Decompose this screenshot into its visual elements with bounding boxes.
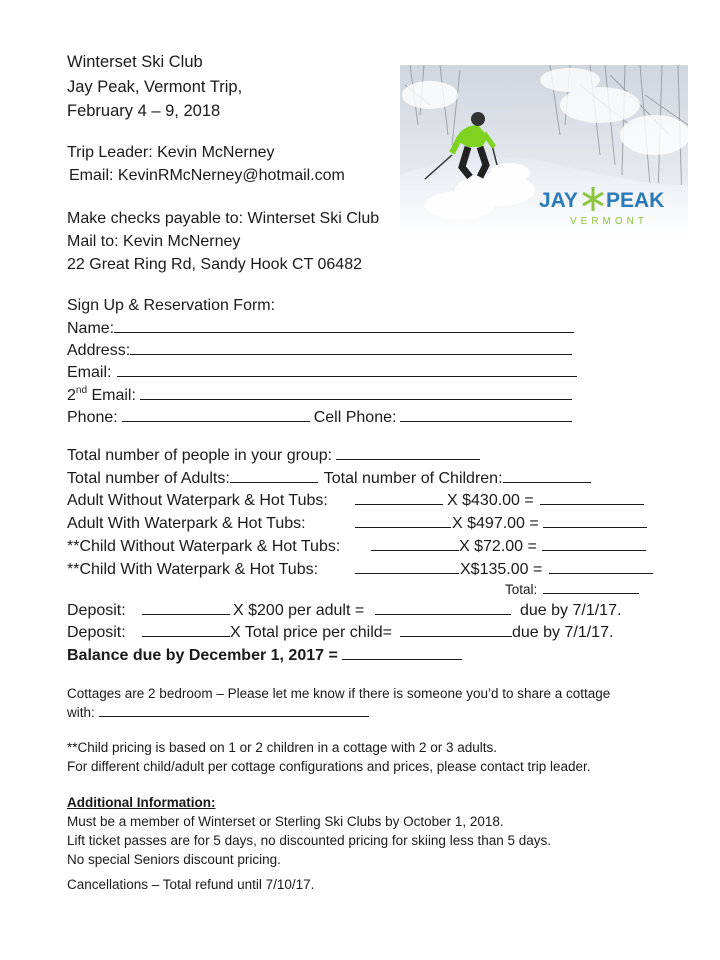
total-adults-field[interactable] (230, 469, 318, 483)
deposit-child-rate: X Total price per child= (230, 624, 393, 641)
deposit-adult-row (67, 601, 687, 621)
amount-field-4[interactable] (549, 560, 653, 574)
leader-email: Email: KevinRMcNerney@hotmail.com (69, 167, 345, 184)
jay-peak-photo (400, 65, 688, 237)
price-4: X$135.00 = (460, 561, 543, 578)
phone-label: Phone: (67, 409, 118, 426)
total-children-label: Total number of Children: (323, 470, 503, 487)
phone-field[interactable] (122, 408, 310, 422)
address-field[interactable] (130, 341, 572, 355)
email2-label: 2nd Email: (67, 384, 136, 404)
deposit-adult-amount[interactable] (375, 601, 511, 615)
total-row (505, 580, 639, 599)
trip-leader: Trip Leader: Kevin McNerney (67, 144, 275, 161)
total-people-label: Total number of people in your group: (67, 447, 333, 464)
price-label-4: **Child With Waterpark & Hot Tubs: (67, 561, 319, 578)
config-note: For different child/adult per cottage configurations and prices, please contact trip leader. (67, 759, 591, 774)
total-people-row (67, 446, 480, 466)
price-1: X $430.00 = (447, 492, 534, 509)
trip-dates: February 4 – 9, 2018 (67, 102, 221, 120)
cottage-with-label: with: (67, 705, 95, 720)
name-label: Name: (67, 320, 115, 337)
price-2: X $497.00 = (452, 515, 539, 532)
deposit-child-amount[interactable] (400, 623, 512, 637)
amount-field-3[interactable] (542, 537, 646, 551)
deposit-child-qty[interactable] (142, 623, 230, 637)
email2-field[interactable] (140, 386, 572, 400)
qty-field-2[interactable] (355, 514, 451, 528)
child-pricing-note: **Child pricing is based on 1 or 2 children in a cottage with 2 or 3 adults. (67, 740, 497, 755)
total-field[interactable] (543, 580, 639, 594)
address-label: Address: (67, 342, 131, 359)
qty-field-4[interactable] (355, 560, 459, 574)
balance-row (67, 646, 462, 666)
phone-row (67, 408, 572, 428)
email-field[interactable] (117, 363, 577, 377)
info-lift-tickets: Lift ticket passes are for 5 days, no discounted pricing for skiing less than 5 days. (67, 833, 552, 848)
deposit-adult-qty[interactable] (142, 601, 230, 615)
deposit-label-1: Deposit: (67, 602, 126, 619)
logo-vermont: VERMONT (570, 216, 648, 227)
deposit-adult-rate: X $200 per adult = (233, 602, 365, 619)
mail-address: 22 Great Ring Rd, Sandy Hook CT 06482 (67, 256, 362, 273)
total-children-field[interactable] (503, 469, 591, 483)
address-row (67, 341, 572, 361)
deposit-child-row (67, 623, 687, 643)
name-row (67, 319, 574, 339)
info-membership: Must be a member of Winterset or Sterling Ski Clubs by October 1, 2018. (67, 814, 504, 829)
cancellation-policy: Cancellations – Total refund until 7/10/17. (67, 877, 315, 892)
info-seniors: No special Seniors discount pricing. (67, 852, 281, 867)
deposit-child-due: due by 7/1/17. (512, 624, 614, 641)
total-people-field[interactable] (336, 446, 480, 460)
deposit-adult-due: due by 7/1/17. (520, 602, 622, 619)
logo-jay: JAY (539, 189, 578, 212)
cottage-share-row (67, 704, 369, 722)
price-label-3: **Child Without Waterpark & Hot Tubs: (67, 538, 341, 555)
adults-children-row (67, 469, 591, 489)
form-heading: Sign Up & Reservation Form: (67, 297, 276, 314)
mail-to: Mail to: Kevin McNerney (67, 233, 241, 250)
cell-field[interactable] (400, 408, 572, 422)
name-field[interactable] (114, 319, 574, 333)
amount-field-2[interactable] (543, 514, 647, 528)
deposit-label-2: Deposit: (67, 624, 126, 641)
qty-field-3[interactable] (371, 537, 459, 551)
cell-label: Cell Phone: (313, 409, 397, 426)
cottage-share-field[interactable] (99, 705, 369, 717)
total-adults-label: Total number of Adults: (67, 470, 230, 487)
price-row-3 (67, 537, 667, 557)
additional-info-heading: Additional Information: (67, 795, 216, 810)
club-title: Winterset Ski Club (67, 53, 203, 71)
balance-field[interactable] (342, 646, 462, 660)
logo-peak: PEAK (606, 189, 665, 212)
cottage-note: Cottages are 2 bedroom – Please let me know if there is someone you’d to share a cottage (67, 686, 611, 701)
email2-row (67, 386, 572, 406)
price-row-2 (67, 514, 667, 534)
email-label: Email: (67, 364, 112, 381)
price-label-1: Adult Without Waterpark & Hot Tubs: (67, 492, 328, 509)
trip-title: Jay Peak, Vermont Trip, (67, 78, 243, 96)
total-label: Total: (505, 582, 538, 597)
price-3: X $72.00 = (459, 538, 537, 555)
email-row (67, 363, 577, 383)
amount-field-1[interactable] (540, 491, 644, 505)
price-row-1 (67, 491, 667, 511)
price-row-4 (67, 560, 667, 580)
price-label-2: Adult With Waterpark & Hot Tubs: (67, 515, 306, 532)
balance-label: Balance due by December 1, 2017 = (67, 647, 338, 664)
qty-field-1[interactable] (355, 491, 443, 505)
checks-payable: Make checks payable to: Winterset Ski Club (67, 210, 380, 227)
